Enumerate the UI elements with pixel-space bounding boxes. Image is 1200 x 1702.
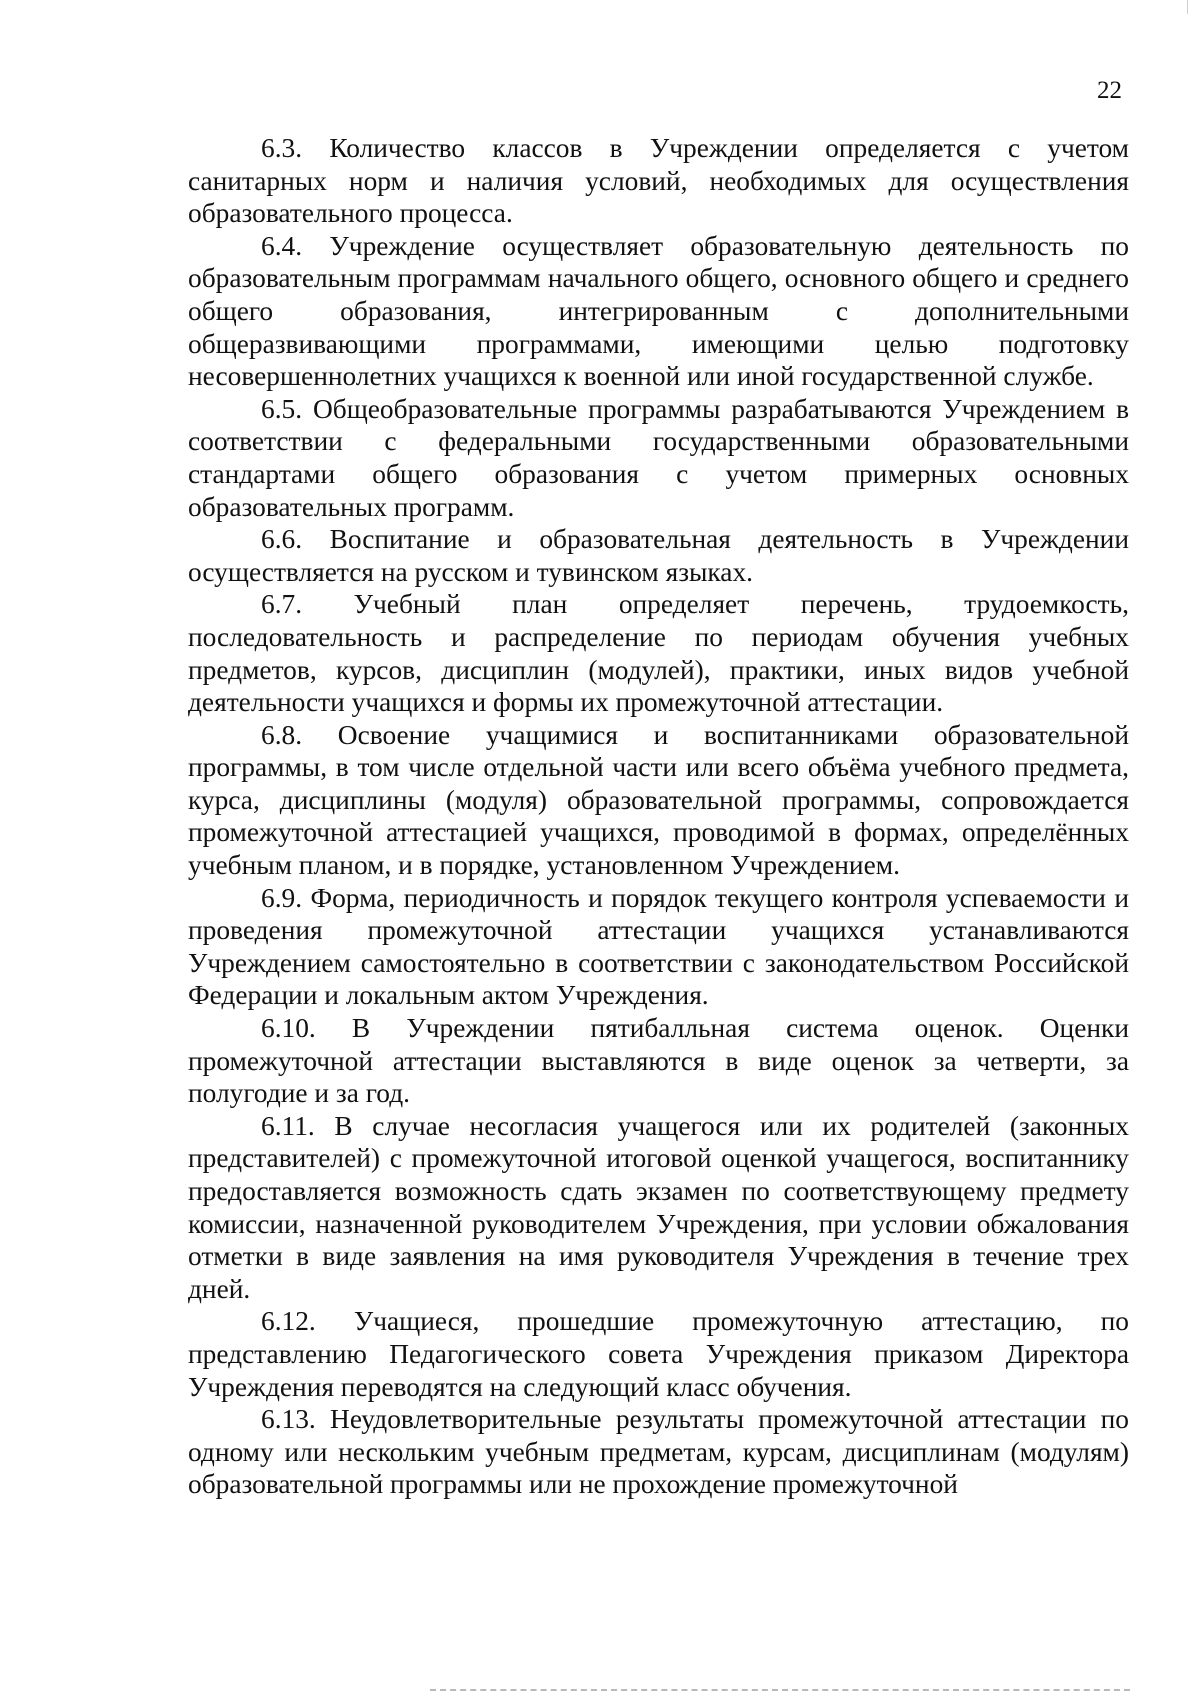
paragraph-6-6: 6.6. Воспитание и образовательная деятельность в Учреждении осуществляется на русском и тувинском языках.	[188, 524, 1129, 587]
scan-artifact-corner	[1187, 0, 1188, 14]
scan-artifact-bottom-edge	[430, 1689, 1130, 1691]
paragraph-6-7: 6.7. Учебный план определяет перечень, трудоемкость, последовательность и распределение по периодам обучения учебных предметов, курсов, дисциплин (модулей), практики, иных видов учебной деятельности учащихся и формы их промежуточной аттестации.	[188, 589, 1129, 718]
paragraph-6-11: 6.11. В случае несогласия учащегося или их родителей (законных представителей) с промежуточной итоговой оценкой учащегося, воспитаннику предоставляется возможность сдать экзамен по соответствующему предмету комиссии, назначенной руководителем Учреждения, при условии обжалования отметки в виде заявления на имя руководителя Учреждения в течение трех дней.	[188, 1110, 1129, 1304]
paragraph-6-5: 6.5. Общеобразовательные программы разрабатываются Учреждением в соответствии с федеральными государственными образовательными стандартами общего образования с учетом примерных основных образовательных программ.	[188, 393, 1129, 522]
paragraph-6-9: 6.9. Форма, периодичность и порядок текущего контроля успеваемости и проведения промежуточной аттестации учащихся устанавливаются Учреждением самостоятельно в соответствии с законодательством Российской Федерации и локальным актом Учреждения.	[188, 882, 1129, 1011]
paragraph-6-12: 6.12. Учащиеся, прошедшие промежуточную аттестацию, по представлению Педагогического совета Учреждения приказом Директора Учреждения переводятся на следующий класс обучения.	[188, 1306, 1129, 1402]
paragraph-6-10: 6.10. В Учреждении пятибалльная система оценок. Оценки промежуточной аттестации выставляются в виде оценок за четверти, за полугодие и за год.	[188, 1013, 1129, 1109]
paragraph-6-4: 6.4. Учреждение осуществляет образовательную деятельность по образовательным программам начального общего, основного общего и среднего общего образования, интегрированным с дополнительными общеразвивающими программами, имеющими целью подготовку несовершеннолетних учащихся к военной или иной государственной службе.	[188, 230, 1129, 392]
paragraph-6-8: 6.8. Освоение учащимися и воспитанниками образовательной программы, в том числе отдельной части или всего объёма учебного предмета, курса, дисциплины (модуля) образовательной программы, сопровождается промежуточной аттестацией учащихся, проводимой в формах, определённых учебным планом, и в порядке, установленном Учреждением.	[188, 719, 1129, 881]
paragraph-6-13: 6.13. Неудовлетворительные результаты промежуточной аттестации по одному или нескольким учебным предметам, курсам, дисциплинам (модулям) образовательной программы или не прохождение промежуточной	[188, 1404, 1129, 1500]
document-body	[188, 132, 1129, 1501]
page-number: 22	[1097, 77, 1122, 104]
paragraph-6-3: 6.3. Количество классов в Учреждении определяется с учетом санитарных норм и наличия условий, необходимых для осуществления образовательного процесса.	[188, 133, 1129, 229]
